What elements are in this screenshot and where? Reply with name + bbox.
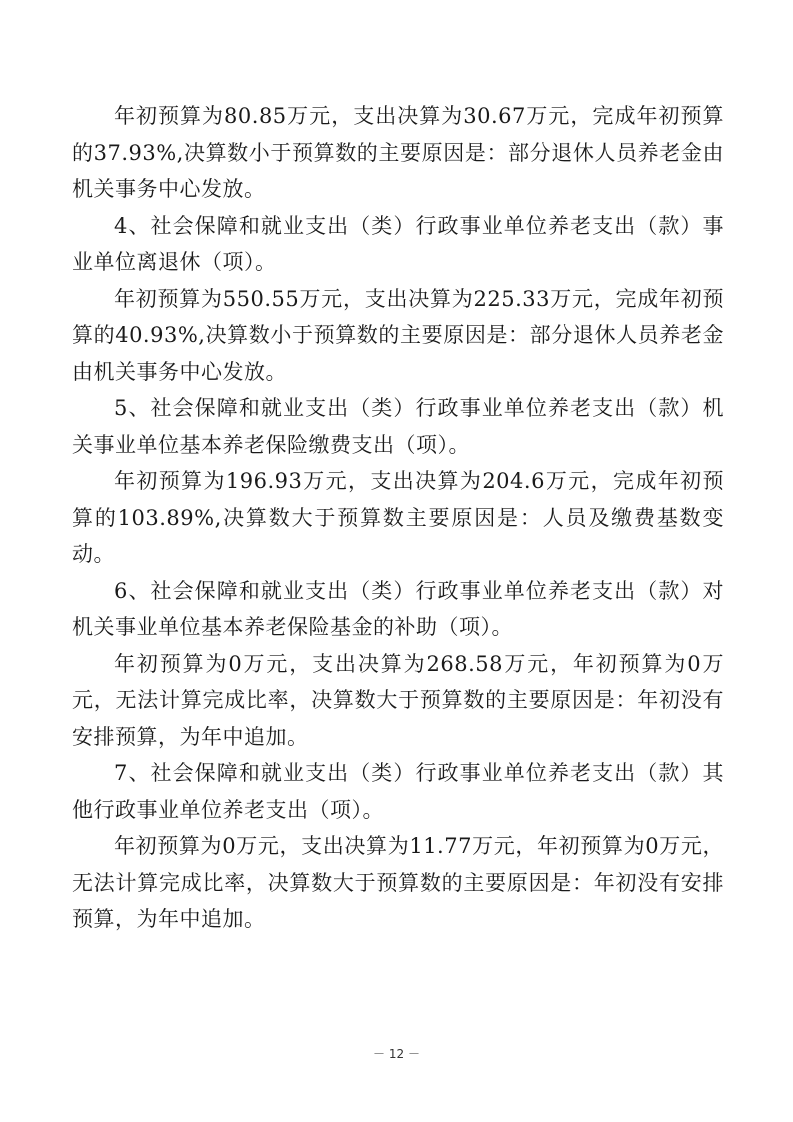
paragraph-item-7-heading: 7、社会保障和就业支出（类）行政事业单位养老支出（款）其他行政事业单位养老支出（项）。 xyxy=(72,761,724,822)
paragraph-item-4-heading: 4、社会保障和就业支出（类）行政事业单位养老支出（款）事业单位离退休（项）。 xyxy=(72,213,724,274)
paragraph-budget-item-3-detail: 年初预算为80.85万元，支出决算为30.67万元，完成年初预算的37.93%,决算数小于预算数的主要原因是：部分退休人员养老金由机关事务中心发放。 xyxy=(72,104,724,201)
page-number: － 12 － xyxy=(373,1047,420,1061)
paragraph-budget-item-5-detail: 年初预算为196.93万元，支出决算为204.6万元，完成年初预算的103.89%,决算数大于预算数主要原因是：人员及缴费基数变动。 xyxy=(72,469,724,566)
paragraph-budget-item-7-detail: 年初预算为0万元，支出决算为11.77万元，年初预算为0万元，无法计算完成比率，决算数大于预算数的主要原因是：年初没有安排预算，为年中追加。 xyxy=(72,834,724,931)
paragraph-item-5-heading: 5、社会保障和就业支出（类）行政事业单位养老支出（款）机关事业单位基本养老保险缴费支出（项）。 xyxy=(72,396,724,457)
document-body xyxy=(72,98,724,938)
paragraph-item-6-heading: 6、社会保障和就业支出（类）行政事业单位养老支出（款）对机关事业单位基本养老保险基金的补助（项）。 xyxy=(72,578,724,639)
paragraph-budget-item-4-detail: 年初预算为550.55万元，支出决算为225.33万元，完成年初预算的40.93%,决算数小于预算数的主要原因是：部分退休人员养老金由机关事务中心发放。 xyxy=(72,286,724,384)
paragraph-budget-item-6-detail: 年初预算为0万元，支出决算为268.58万元，年初预算为0万元，无法计算完成比率，决算数大于预算数的主要原因是：年初没有安排预算，为年中追加。 xyxy=(72,651,724,749)
